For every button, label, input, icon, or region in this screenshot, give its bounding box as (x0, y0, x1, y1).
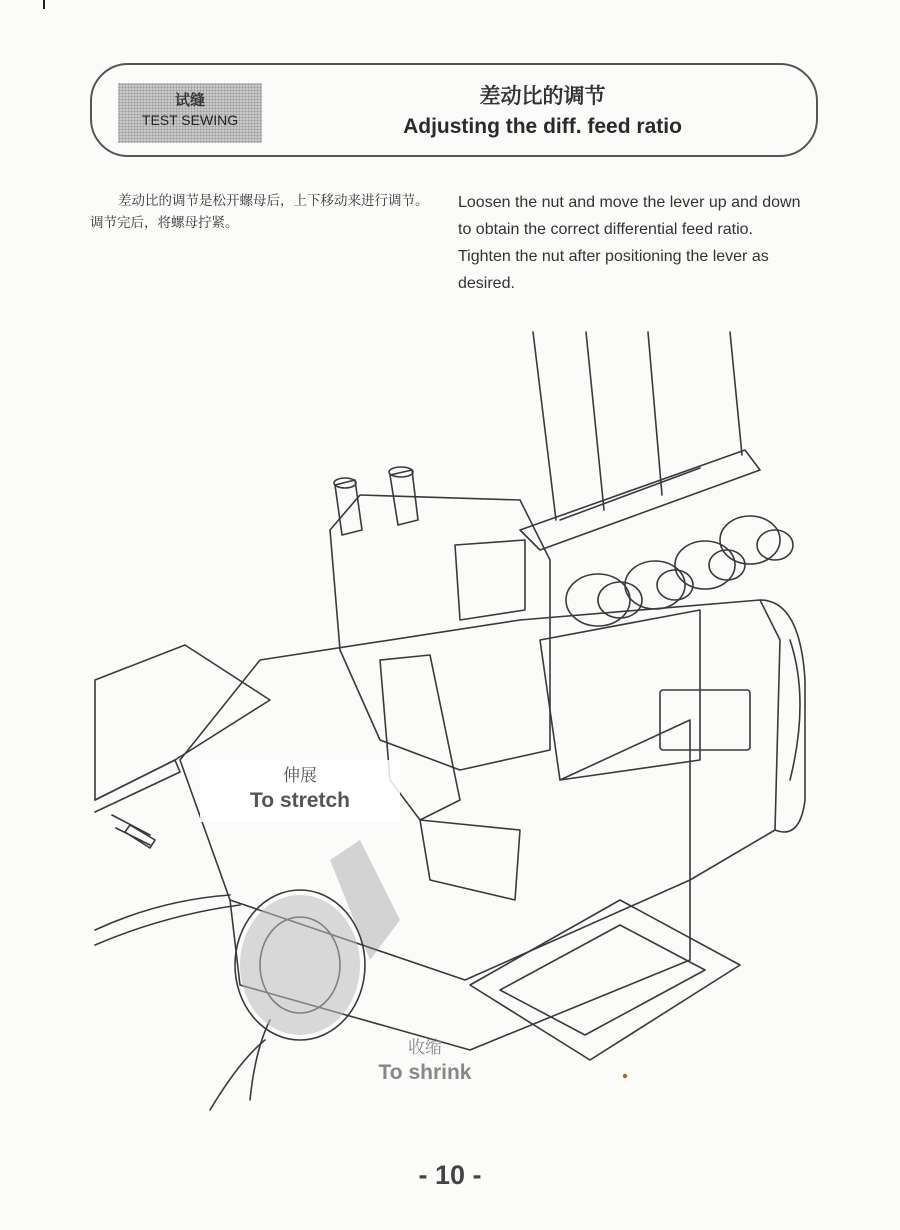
instructions-en (458, 189, 818, 297)
instructions-cn: 差动比的调节是松开螺母后，上下移动来进行调节。调节完后，将螺母拧紧。 (90, 193, 429, 231)
shrink-label (340, 1032, 510, 1092)
stretch-label-cn: 伸展 (283, 766, 317, 785)
title-en: Adjusting the diff. feed ratio (403, 115, 682, 138)
page-title (370, 82, 715, 142)
page-number: - 10 - (418, 1160, 482, 1190)
section-badge (118, 83, 262, 143)
stretch-label-en: To stretch (250, 789, 350, 812)
instruction-line: Loosen the nut and move the lever up and down to obtain the correct differential feed ratio. (458, 194, 801, 238)
title-cn: 差动比的调节 (479, 85, 606, 108)
section-label-cn: 试缝 (174, 92, 205, 109)
instruction-line: Tighten the nut after positioning the lever as desired. (458, 248, 769, 292)
overlock-machine-illustration (0, 320, 900, 1120)
section-label-en: TEST SEWING (141, 112, 239, 128)
shrink-label-en: To shrink (378, 1061, 472, 1084)
shrink-label-cn: 收缩 (408, 1038, 442, 1057)
stretch-label (200, 760, 400, 822)
margin-mark (43, 0, 45, 9)
